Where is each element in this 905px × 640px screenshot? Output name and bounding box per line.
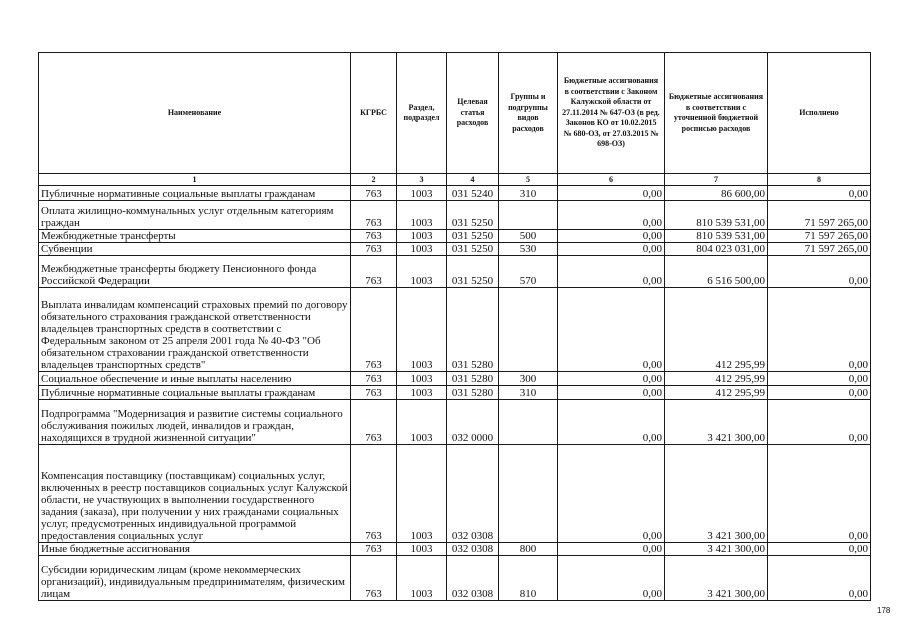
cell-kgrbs: 763 [351, 186, 397, 201]
cell-section: 1003 [397, 288, 447, 372]
cell-budget-law: 0,00 [558, 256, 665, 288]
cell-target-item: 031 5280 [447, 386, 499, 400]
cell-kgrbs: 763 [351, 386, 397, 400]
header-budget-refined: Бюджетные ассигнования в соответствии с уточненной бюджетной росписью расходов [665, 53, 768, 174]
column-number: 1 [39, 174, 351, 186]
column-number: 2 [351, 174, 397, 186]
cell-budget-law: 0,00 [558, 230, 665, 243]
table-body [39, 186, 871, 601]
cell-budget-refined: 3 421 300,00 [665, 556, 768, 601]
cell-budget-refined: 6 516 500,00 [665, 256, 768, 288]
cell-name: Субсидии юридическим лицам (кроме некоммерческих организаций), индивидуальным предпринимателям, физическим лицам [39, 556, 351, 601]
cell-expense-group: 810 [499, 556, 558, 601]
cell-section: 1003 [397, 186, 447, 201]
header-budget-law: Бюджетные ассигнования в соответствии с Законом Калужской области от 27.11.2014 № 647-ОЗ (в ред. Законов КО от 10.02.2015 № 680-ОЗ, от 27.03.2015 № 698-ОЗ) [558, 53, 665, 174]
cell-target-item: 031 5240 [447, 186, 499, 201]
header-kgrbs: КГРБС [351, 53, 397, 174]
cell-executed: 0,00 [768, 256, 871, 288]
column-number: 6 [558, 174, 665, 186]
column-number: 8 [768, 174, 871, 186]
cell-kgrbs: 763 [351, 288, 397, 372]
cell-budget-law: 0,00 [558, 556, 665, 601]
cell-name: Социальное обеспечение и иные выплаты населению [39, 372, 351, 386]
cell-budget-refined: 86 600,00 [665, 186, 768, 201]
cell-target-item: 032 0000 [447, 400, 499, 445]
cell-section: 1003 [397, 243, 447, 256]
header-name: Наименование [39, 53, 351, 174]
cell-executed: 71 597 265,00 [768, 230, 871, 243]
cell-budget-refined: 804 023 031,00 [665, 243, 768, 256]
cell-target-item: 031 5250 [447, 256, 499, 288]
cell-budget-law: 0,00 [558, 543, 665, 556]
cell-target-item: 032 0308 [447, 445, 499, 543]
column-number: 5 [499, 174, 558, 186]
cell-section: 1003 [397, 386, 447, 400]
cell-executed: 71 597 265,00 [768, 201, 871, 230]
cell-kgrbs: 763 [351, 543, 397, 556]
cell-name: Оплата жилищно-коммунальных услуг отдельным категориям граждан [39, 201, 351, 230]
cell-budget-law: 0,00 [558, 201, 665, 230]
cell-section: 1003 [397, 256, 447, 288]
cell-section: 1003 [397, 400, 447, 445]
cell-name: Межбюджетные трансферты бюджету Пенсионного фонда Российской Федерации [39, 256, 351, 288]
cell-section: 1003 [397, 556, 447, 601]
cell-section: 1003 [397, 230, 447, 243]
cell-kgrbs: 763 [351, 400, 397, 445]
cell-name: Субвенции [39, 243, 351, 256]
table-row [39, 230, 871, 243]
cell-kgrbs: 763 [351, 556, 397, 601]
cell-expense-group [499, 288, 558, 372]
cell-executed: 0,00 [768, 372, 871, 386]
table-row [39, 445, 871, 543]
column-number: 4 [447, 174, 499, 186]
cell-budget-refined: 412 295,99 [665, 386, 768, 400]
table-row [39, 400, 871, 445]
cell-name: Межбюджетные трансферты [39, 230, 351, 243]
cell-target-item: 031 5250 [447, 243, 499, 256]
cell-section: 1003 [397, 372, 447, 386]
cell-executed: 0,00 [768, 556, 871, 601]
table-row [39, 201, 871, 230]
cell-target-item: 032 0308 [447, 543, 499, 556]
cell-budget-refined: 412 295,99 [665, 372, 768, 386]
cell-target-item: 031 5280 [447, 372, 499, 386]
cell-kgrbs: 763 [351, 445, 397, 543]
cell-executed: 0,00 [768, 445, 871, 543]
cell-section: 1003 [397, 543, 447, 556]
cell-section: 1003 [397, 201, 447, 230]
cell-expense-group: 310 [499, 186, 558, 201]
header-expense-group: Группы и подгруппы видов расходов [499, 53, 558, 174]
table-row [39, 256, 871, 288]
cell-budget-law: 0,00 [558, 400, 665, 445]
cell-name: Подпрограмма "Модернизация и развитие системы социального обслуживания пожилых людей, инвалидов и граждан, находящихся в трудной жизненной ситуации" [39, 400, 351, 445]
cell-budget-law: 0,00 [558, 386, 665, 400]
table-row [39, 372, 871, 386]
cell-expense-group [499, 201, 558, 230]
cell-expense-group: 570 [499, 256, 558, 288]
header-target-item: Целевая статья расходов [447, 53, 499, 174]
cell-budget-refined: 810 539 531,00 [665, 201, 768, 230]
table-row [39, 543, 871, 556]
cell-budget-refined: 3 421 300,00 [665, 543, 768, 556]
cell-kgrbs: 763 [351, 201, 397, 230]
table-row [39, 556, 871, 601]
cell-executed: 71 597 265,00 [768, 243, 871, 256]
cell-expense-group: 300 [499, 372, 558, 386]
cell-target-item: 032 0308 [447, 556, 499, 601]
column-number: 3 [397, 174, 447, 186]
cell-budget-law: 0,00 [558, 243, 665, 256]
cell-expense-group: 500 [499, 230, 558, 243]
cell-budget-refined: 3 421 300,00 [665, 400, 768, 445]
cell-budget-refined: 412 295,99 [665, 288, 768, 372]
header-executed: Исполнено [768, 53, 871, 174]
cell-executed: 0,00 [768, 543, 871, 556]
cell-executed: 0,00 [768, 186, 871, 201]
header-section: Раздел, подраздел [397, 53, 447, 174]
cell-budget-law: 0,00 [558, 186, 665, 201]
cell-kgrbs: 763 [351, 243, 397, 256]
table-row [39, 288, 871, 372]
cell-name: Публичные нормативные социальные выплаты гражданам [39, 186, 351, 201]
cell-name: Выплата инвалидам компенсаций страховых премий по договору обязательного страхования гражданской ответственности владельцев транспортных средств в соответствии с Федеральным законом от 25 апреля 2001 года № 40-ФЗ "Об обязательном страховании гражданской ответственности владельцев транспортных средств" [39, 288, 351, 372]
cell-budget-law: 0,00 [558, 288, 665, 372]
column-number-row [39, 174, 871, 186]
header-row [39, 53, 871, 174]
cell-executed: 0,00 [768, 288, 871, 372]
table-header [39, 53, 871, 186]
cell-expense-group [499, 445, 558, 543]
table-row [39, 186, 871, 201]
cell-target-item: 031 5280 [447, 288, 499, 372]
budget-execution-table [38, 52, 871, 601]
cell-expense-group: 310 [499, 386, 558, 400]
cell-budget-refined: 3 421 300,00 [665, 445, 768, 543]
table-row [39, 386, 871, 400]
cell-kgrbs: 763 [351, 256, 397, 288]
cell-expense-group [499, 400, 558, 445]
cell-executed: 0,00 [768, 400, 871, 445]
cell-budget-law: 0,00 [558, 445, 665, 543]
table-row [39, 243, 871, 256]
cell-kgrbs: 763 [351, 230, 397, 243]
cell-kgrbs: 763 [351, 372, 397, 386]
column-number: 7 [665, 174, 768, 186]
cell-section: 1003 [397, 445, 447, 543]
cell-target-item: 031 5250 [447, 230, 499, 243]
cell-executed: 0,00 [768, 386, 871, 400]
cell-expense-group: 800 [499, 543, 558, 556]
cell-expense-group: 530 [499, 243, 558, 256]
cell-name: Иные бюджетные ассигнования [39, 543, 351, 556]
cell-budget-refined: 810 539 531,00 [665, 230, 768, 243]
cell-name: Компенсация поставщику (поставщикам) социальных услуг, включенных в реестр поставщиков социальных услуг Калужской области, не участвующих в выполнении государственного задания (заказа), при получении у них гражданами социальных услуг, предусмотренных индивидуальной программой предоставления социальных услуг [39, 445, 351, 543]
cell-budget-law: 0,00 [558, 372, 665, 386]
page-number: 178 [877, 606, 891, 615]
cell-target-item: 031 5250 [447, 201, 499, 230]
cell-name: Публичные нормативные социальные выплаты гражданам [39, 386, 351, 400]
